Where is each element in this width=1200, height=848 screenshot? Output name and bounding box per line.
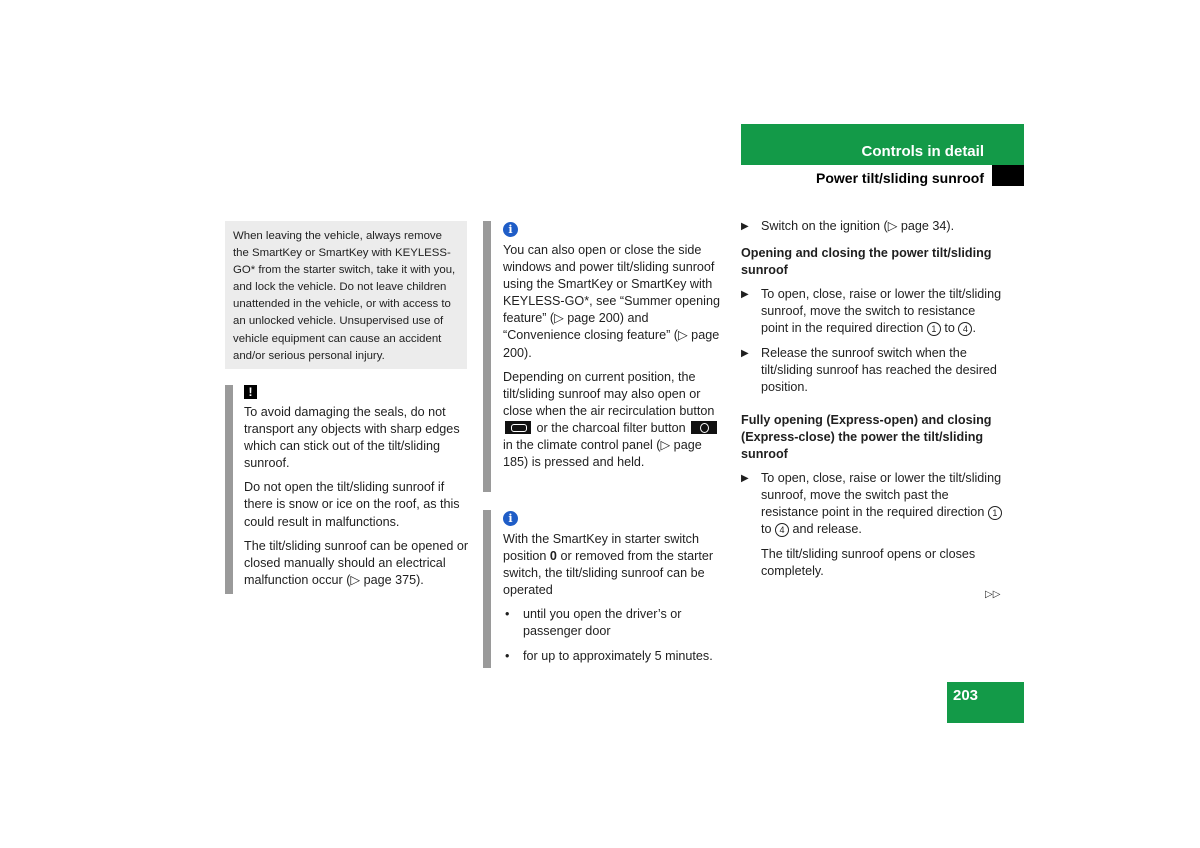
step-text: To open, close, raise or lower the tilt/sliding sunroof, move the switch to resistance point in the required direction <box>761 287 1002 336</box>
info2-text-a: With the SmartKey in starter switch position <box>503 532 699 564</box>
list-item <box>503 648 729 665</box>
info1-paragraph-2 <box>503 369 729 472</box>
step-text-to: to <box>944 321 955 336</box>
step-arrow-icon: ▶ <box>741 347 749 359</box>
warning-paragraph-2: Do not open the tilt/sliding sunroof if there is snow or ice on the roof, as this could result in malfunctions. <box>244 480 460 529</box>
warning-block <box>244 384 470 596</box>
continued-icon: ▷▷ <box>985 589 1001 600</box>
header-marker <box>992 165 1024 186</box>
info-block-2 <box>503 510 729 672</box>
step-item <box>741 286 1003 337</box>
direction-marker-1: 1 <box>988 506 1002 520</box>
air-recirculation-button-icon <box>505 421 531 434</box>
step-item <box>741 470 1003 538</box>
section-heading-express: Fully opening (Express-open) and closing (Express-close) the power the tilt/sliding sunroof <box>741 412 992 462</box>
step-arrow-icon: ▶ <box>741 221 749 232</box>
step-item <box>741 218 1003 235</box>
direction-marker-4: 4 <box>775 523 789 537</box>
step-text: Release the sunroof switch when the tilt/sliding sunroof has reached the desired position. <box>761 345 997 394</box>
info1-text-a: Depending on current position, the tilt/sliding sunroof may also open or close when the air recirculation button <box>503 369 715 418</box>
bullet-dot: • <box>505 648 510 663</box>
page-number-box <box>947 682 1024 723</box>
step-arrow-icon: ▶ <box>741 289 749 301</box>
warning-paragraph-3: The tilt/sliding sunroof can be opened or closed manually should an electrical malfunction occur (▷ page 375). <box>244 538 469 587</box>
subsection-header <box>741 165 1024 186</box>
info2-text-b: or removed from the starter switch, the tilt/sliding sunroof can be operated <box>503 549 714 598</box>
step-item <box>741 345 1003 396</box>
section-header <box>741 124 1024 165</box>
info2-paragraph-1 <box>503 531 729 599</box>
warning-bar <box>225 385 233 594</box>
step-text-end: and release. <box>792 522 862 537</box>
info1-text-c: in the climate control panel (▷ page 185) is pressed and held. <box>503 438 702 470</box>
info-icon: i <box>503 511 518 526</box>
info-block-1 <box>503 221 729 478</box>
info2-bold-position: 0 <box>549 549 557 564</box>
bullet-dot: • <box>505 607 510 622</box>
result-text: The tilt/sliding sunroof opens or closes completely. <box>761 546 976 578</box>
list-item <box>503 606 729 640</box>
step-text: To open, close, raise or lower the tilt/sliding sunroof, move the switch past the resistance point in the required direction <box>761 471 1002 520</box>
subsection-title: Power tilt/sliding sunroof <box>816 170 984 186</box>
list-item-text: for up to approximately 5 minutes. <box>523 648 713 663</box>
direction-marker-4: 4 <box>958 322 972 336</box>
section-title: Controls in detail <box>861 143 984 160</box>
info-bar-2 <box>483 510 491 668</box>
info1-text-b: or the charcoal filter button <box>536 420 686 435</box>
safety-note-text: When leaving the vehicle, always remove the SmartKey or SmartKey with KEYLESS-GO* from the starter switch, take it with you, and lock the vehicle. Do not leave children unattended in the vehicle, or with access to an unlocked vehicle. Unsupervised use of vehicle equipment can cause an accident and/or serious personal injury. <box>233 230 456 362</box>
section-heading-open-close: Opening and closing the power tilt/sliding sunroof <box>741 246 992 278</box>
warning-icon: ! <box>244 385 257 399</box>
info-icon: i <box>503 222 518 237</box>
info1-paragraph-1: You can also open or close the side windows and power tilt/sliding sunroof using the SmartKey or SmartKey with KEYLESS-GO*, see “Summer opening feature” (▷ page 200) and “Convenience closing feature” (▷ page 200). <box>503 243 720 360</box>
step-arrow-icon: ▶ <box>741 473 749 485</box>
page-number: 203 <box>953 687 979 704</box>
direction-marker-1: 1 <box>927 322 941 336</box>
step-text-end: . <box>972 321 976 336</box>
step-text-to: to <box>761 522 772 537</box>
charcoal-filter-button-icon <box>691 421 717 434</box>
step-text: Switch on the ignition (▷ page 34). <box>761 219 955 233</box>
instructions-column <box>741 218 1003 587</box>
safety-note-box <box>225 221 467 369</box>
list-item-text: until you open the driver’s or passenger door <box>523 607 682 639</box>
info-bar-1 <box>483 221 491 492</box>
warning-paragraph-1: To avoid damaging the seals, do not transport any objects with sharp edges which can stick out of the tilt/sliding sunroof. <box>244 405 460 471</box>
